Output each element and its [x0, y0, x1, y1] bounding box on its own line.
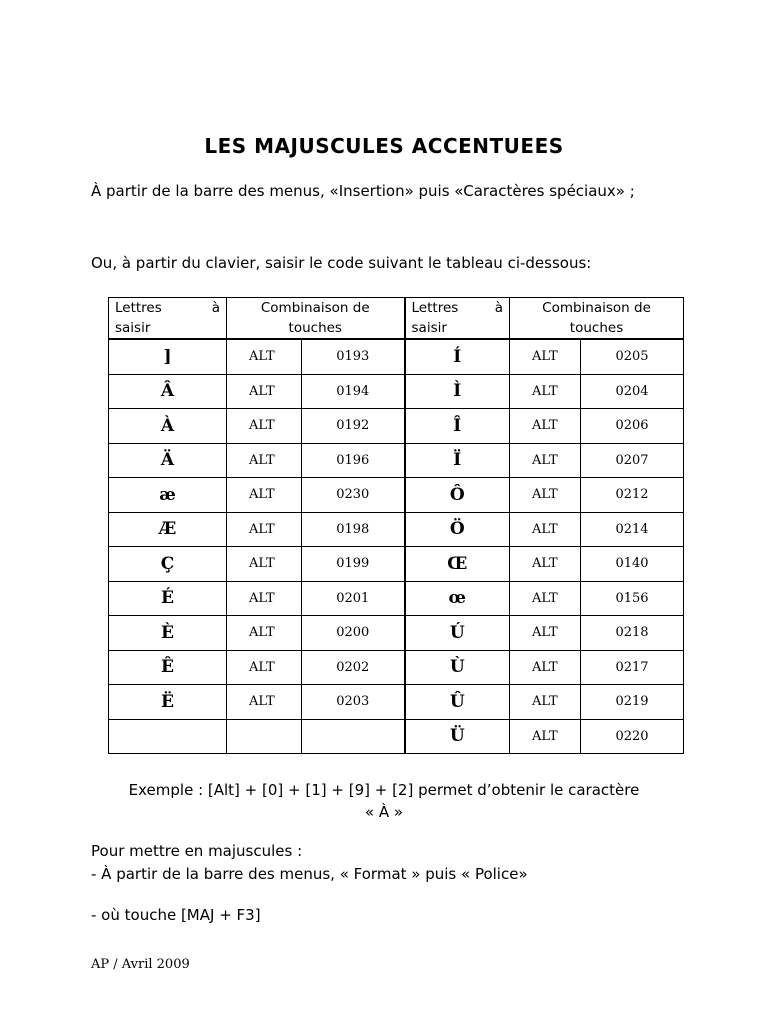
header-saisir-text: saisir — [411, 320, 447, 336]
key-cell: ALT — [510, 478, 581, 513]
code-cell — [302, 719, 405, 754]
code-cell: 0230 — [302, 478, 405, 513]
key-cell — [227, 719, 302, 754]
table-row — [109, 719, 684, 754]
letter-cell: æ — [109, 478, 227, 513]
letter-cell: Ì — [405, 374, 510, 409]
code-cell: 0218 — [581, 616, 684, 651]
table-row — [109, 650, 684, 685]
example-line-1: Exemple : [Alt] + [0] + [1] + [9] + [2] permet d’obtenir le caractère — [128, 781, 640, 799]
letter-cell: Û — [405, 685, 510, 720]
code-cell: 0196 — [302, 443, 405, 478]
key-cell: ALT — [227, 616, 302, 651]
key-cell: ALT — [510, 512, 581, 547]
header-touches-text: touches — [288, 320, 342, 336]
example-line-2: « À » — [364, 803, 404, 821]
majuscules-shortcut: - où touche [MAJ + F3] — [91, 906, 261, 924]
letter-cell: Í — [405, 339, 510, 374]
key-cell: ALT — [510, 409, 581, 444]
key-cell: ALT — [227, 339, 302, 374]
key-cell: ALT — [510, 616, 581, 651]
table-row — [109, 616, 684, 651]
code-cell: 0214 — [581, 512, 684, 547]
letter-cell: œ — [405, 581, 510, 616]
letter-cell: À — [109, 409, 227, 444]
code-cell: 0205 — [581, 339, 684, 374]
header-combinaison-left — [227, 298, 405, 340]
letter-cell: Œ — [405, 547, 510, 582]
letter-cell: Î — [405, 409, 510, 444]
majuscules-section — [91, 840, 528, 886]
table-header-row — [109, 298, 684, 340]
code-cell: 0192 — [302, 409, 405, 444]
code-cell: 0194 — [302, 374, 405, 409]
table-row — [109, 685, 684, 720]
code-cell: 0198 — [302, 512, 405, 547]
header-lettres-right — [405, 298, 510, 340]
key-cell: ALT — [510, 685, 581, 720]
header-lettres-a: à — [211, 300, 220, 316]
key-cell: ALT — [510, 547, 581, 582]
key-cell: ALT — [227, 409, 302, 444]
code-cell: 0219 — [581, 685, 684, 720]
majuscules-menu-step: - À partir de la barre des menus, « Format » puis « Police» — [91, 865, 528, 883]
letter-cell: Ç — [109, 547, 227, 582]
letter-cell: É — [109, 581, 227, 616]
code-cell: 0206 — [581, 409, 684, 444]
table-row — [109, 512, 684, 547]
key-cell: ALT — [227, 512, 302, 547]
key-cell: ALT — [510, 339, 581, 374]
intro-menu-instruction: À partir de la barre des menus, «Insertion» puis «Caractères spéciaux» ; — [91, 182, 635, 200]
code-cell: 0140 — [581, 547, 684, 582]
header-lettres-text: Lettres — [411, 300, 459, 316]
letter-cell: Ú — [405, 616, 510, 651]
letter-cell: Ô — [405, 478, 510, 513]
header-lettres-text: Lettres — [115, 300, 162, 316]
footer-author-date: AP / Avril 2009 — [91, 957, 190, 972]
alt-codes-table — [108, 297, 684, 754]
key-cell: ALT — [227, 443, 302, 478]
header-saisir-text: saisir — [115, 320, 151, 336]
letter-cell: Â — [109, 374, 227, 409]
letter-cell: Ö — [405, 512, 510, 547]
header-lettres-a: à — [494, 300, 504, 316]
code-cell: 0207 — [581, 443, 684, 478]
key-cell: ALT — [510, 581, 581, 616]
table-row — [109, 339, 684, 374]
key-cell: ALT — [227, 685, 302, 720]
key-cell: ALT — [510, 443, 581, 478]
table-row — [109, 581, 684, 616]
intro-keyboard-instruction: Ou, à partir du clavier, saisir le code suivant le tableau ci-dessous: — [91, 254, 592, 272]
code-cell: 0199 — [302, 547, 405, 582]
key-cell: ALT — [510, 719, 581, 754]
header-combinaison-text: Combinaison de — [260, 300, 370, 316]
code-cell: 0217 — [581, 650, 684, 685]
letter-cell: ] — [109, 339, 227, 374]
code-cell: 0212 — [581, 478, 684, 513]
table-row — [109, 409, 684, 444]
table-row — [109, 547, 684, 582]
table-row — [109, 443, 684, 478]
letter-cell — [109, 719, 227, 754]
code-cell: 0193 — [302, 339, 405, 374]
key-cell: ALT — [510, 650, 581, 685]
key-cell: ALT — [227, 650, 302, 685]
letter-cell: Ù — [405, 650, 510, 685]
letter-cell: Ï — [405, 443, 510, 478]
alt-codes-table-body — [109, 298, 684, 754]
code-cell: 0200 — [302, 616, 405, 651]
letter-cell: Ä — [109, 443, 227, 478]
letter-cell: Æ — [109, 512, 227, 547]
header-combinaison-text: Combinaison de — [542, 300, 651, 316]
table-row — [109, 478, 684, 513]
code-cell: 0201 — [302, 581, 405, 616]
code-cell: 0220 — [581, 719, 684, 754]
key-cell: ALT — [227, 478, 302, 513]
table-row — [109, 374, 684, 409]
document-title: LES MAJUSCULES ACCENTUEES — [204, 134, 564, 158]
key-cell: ALT — [227, 581, 302, 616]
key-cell: ALT — [227, 374, 302, 409]
majuscules-heading: Pour mettre en majuscules : — [91, 842, 303, 860]
letter-cell: Ë — [109, 685, 227, 720]
example-note — [91, 779, 677, 823]
header-lettres-left — [109, 298, 227, 340]
code-cell: 0204 — [581, 374, 684, 409]
letter-cell: È — [109, 616, 227, 651]
code-cell: 0156 — [581, 581, 684, 616]
code-cell: 0202 — [302, 650, 405, 685]
header-combinaison-right — [510, 298, 684, 340]
key-cell: ALT — [227, 547, 302, 582]
code-cell: 0203 — [302, 685, 405, 720]
letter-cell: Ü — [405, 719, 510, 754]
letter-cell: Ê — [109, 650, 227, 685]
header-touches-text: touches — [569, 320, 624, 336]
key-cell: ALT — [510, 374, 581, 409]
